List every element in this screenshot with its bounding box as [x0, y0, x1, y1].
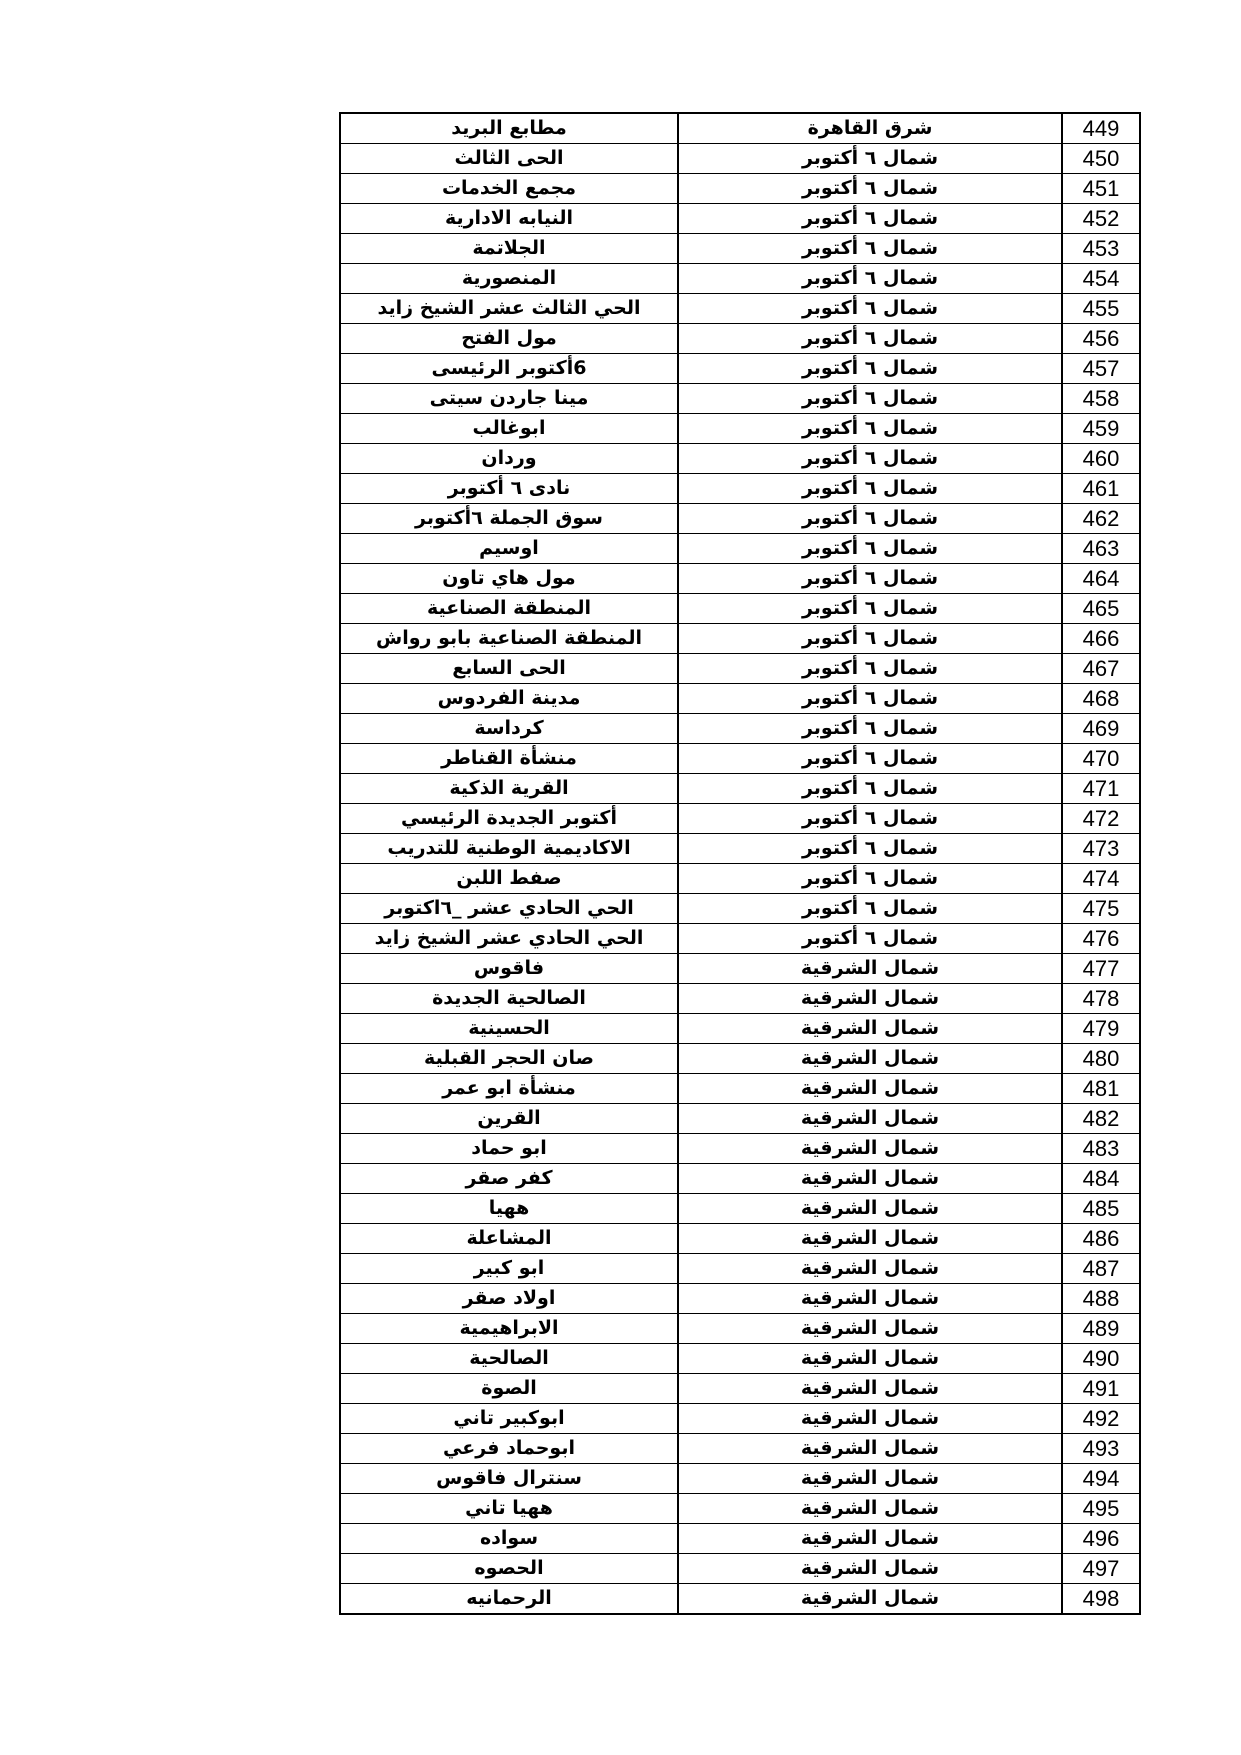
region-cell: شمال ٦ أكتوبر: [678, 864, 1062, 894]
place-name-cell: ابو كبير: [340, 1254, 678, 1284]
place-name-cell: الحسينية: [340, 1014, 678, 1044]
place-name-cell: الرحمانيه: [340, 1584, 678, 1615]
region-cell: شمال ٦ أكتوبر: [678, 894, 1062, 924]
table-row: [340, 144, 1140, 174]
region-cell: شمال ٦ أكتوبر: [678, 594, 1062, 624]
row-number-cell: 468: [1062, 684, 1140, 714]
region-cell: شرق القاهرة: [678, 113, 1062, 144]
row-number-cell: 457: [1062, 354, 1140, 384]
region-cell: شمال الشرقية: [678, 1254, 1062, 1284]
locations-table: [339, 112, 1141, 1615]
place-name-cell: فاقوس: [340, 954, 678, 984]
place-name-cell: ابوكبير تاني: [340, 1404, 678, 1434]
table-row: [340, 1554, 1140, 1584]
row-number-cell: 473: [1062, 834, 1140, 864]
row-number-cell: 472: [1062, 804, 1140, 834]
row-number-cell: 489: [1062, 1314, 1140, 1344]
place-name-cell: القرية الذكية: [340, 774, 678, 804]
place-name-cell: الحى الثالث: [340, 144, 678, 174]
table-body: [340, 113, 1140, 1614]
place-name-cell: المنصورية: [340, 264, 678, 294]
place-name-cell: 6أكتوبر الرئيسى: [340, 354, 678, 384]
region-cell: شمال الشرقية: [678, 1404, 1062, 1434]
region-cell: شمال الشرقية: [678, 1314, 1062, 1344]
place-name-cell: الحي الثالث عشر الشيخ زايد: [340, 294, 678, 324]
table-row: [340, 1584, 1140, 1615]
row-number-cell: 486: [1062, 1224, 1140, 1254]
row-number-cell: 478: [1062, 984, 1140, 1014]
region-cell: شمال الشرقية: [678, 1224, 1062, 1254]
table-row: [340, 984, 1140, 1014]
place-name-cell: اولاد صقر: [340, 1284, 678, 1314]
region-cell: شمال ٦ أكتوبر: [678, 174, 1062, 204]
table-row: [340, 744, 1140, 774]
table-row: [340, 1464, 1140, 1494]
region-cell: شمال الشرقية: [678, 1524, 1062, 1554]
table-row: [340, 924, 1140, 954]
region-cell: شمال الشرقية: [678, 1164, 1062, 1194]
row-number-cell: 498: [1062, 1584, 1140, 1615]
row-number-cell: 494: [1062, 1464, 1140, 1494]
table-row: [340, 1224, 1140, 1254]
table-row: [340, 714, 1140, 744]
row-number-cell: 492: [1062, 1404, 1140, 1434]
region-cell: شمال الشرقية: [678, 1074, 1062, 1104]
region-cell: شمال الشرقية: [678, 1104, 1062, 1134]
place-name-cell: الصالحية الجديدة: [340, 984, 678, 1014]
row-number-cell: 482: [1062, 1104, 1140, 1134]
table-row: [340, 954, 1140, 984]
place-name-cell: سوق الجملة ٦أكتوبر: [340, 504, 678, 534]
row-number-cell: 487: [1062, 1254, 1140, 1284]
table-row: [340, 234, 1140, 264]
place-name-cell: القرين: [340, 1104, 678, 1134]
row-number-cell: 490: [1062, 1344, 1140, 1374]
table-row: [340, 564, 1140, 594]
row-number-cell: 467: [1062, 654, 1140, 684]
place-name-cell: الصوة: [340, 1374, 678, 1404]
region-cell: شمال ٦ أكتوبر: [678, 384, 1062, 414]
region-cell: شمال ٦ أكتوبر: [678, 924, 1062, 954]
place-name-cell: نادى ٦ أكتوبر: [340, 474, 678, 504]
row-number-cell: 460: [1062, 444, 1140, 474]
place-name-cell: الاكاديمية الوطنية للتدريب: [340, 834, 678, 864]
row-number-cell: 459: [1062, 414, 1140, 444]
row-number-cell: 477: [1062, 954, 1140, 984]
table-row: [340, 1254, 1140, 1284]
row-number-cell: 463: [1062, 534, 1140, 564]
region-cell: شمال ٦ أكتوبر: [678, 144, 1062, 174]
place-name-cell: الحي الحادي عشر الشيخ زايد: [340, 924, 678, 954]
region-cell: شمال ٦ أكتوبر: [678, 474, 1062, 504]
row-number-cell: 452: [1062, 204, 1140, 234]
region-cell: شمال ٦ أكتوبر: [678, 744, 1062, 774]
table-row: [340, 1494, 1140, 1524]
table-row: [340, 1104, 1140, 1134]
region-cell: شمال ٦ أكتوبر: [678, 804, 1062, 834]
region-cell: شمال الشرقية: [678, 1044, 1062, 1074]
region-cell: شمال الشرقية: [678, 984, 1062, 1014]
place-name-cell: وردان: [340, 444, 678, 474]
row-number-cell: 475: [1062, 894, 1140, 924]
row-number-cell: 454: [1062, 264, 1140, 294]
row-number-cell: 481: [1062, 1074, 1140, 1104]
table-row: [340, 1434, 1140, 1464]
region-cell: شمال الشرقية: [678, 1194, 1062, 1224]
table-row: [340, 444, 1140, 474]
table-row: [340, 684, 1140, 714]
region-cell: شمال الشرقية: [678, 1554, 1062, 1584]
row-number-cell: 462: [1062, 504, 1140, 534]
table-row: [340, 774, 1140, 804]
row-number-cell: 466: [1062, 624, 1140, 654]
row-number-cell: 495: [1062, 1494, 1140, 1524]
table-row: [340, 654, 1140, 684]
place-name-cell: كرداسة: [340, 714, 678, 744]
row-number-cell: 485: [1062, 1194, 1140, 1224]
table-row: [340, 113, 1140, 144]
table-row: [340, 594, 1140, 624]
place-name-cell: مطابع البريد: [340, 113, 678, 144]
region-cell: شمال ٦ أكتوبر: [678, 774, 1062, 804]
place-name-cell: الصالحية: [340, 1344, 678, 1374]
region-cell: شمال الشرقية: [678, 1494, 1062, 1524]
table-row: [340, 414, 1140, 444]
place-name-cell: الحى السابع: [340, 654, 678, 684]
table-row: [340, 1284, 1140, 1314]
place-name-cell: ههيا تاني: [340, 1494, 678, 1524]
table-row: [340, 624, 1140, 654]
region-cell: شمال ٦ أكتوبر: [678, 294, 1062, 324]
table-row: [340, 1344, 1140, 1374]
table-row: [340, 1194, 1140, 1224]
row-number-cell: 497: [1062, 1554, 1140, 1584]
region-cell: شمال الشرقية: [678, 1014, 1062, 1044]
row-number-cell: 471: [1062, 774, 1140, 804]
place-name-cell: مول الفتح: [340, 324, 678, 354]
region-cell: شمال ٦ أكتوبر: [678, 504, 1062, 534]
region-cell: شمال الشرقية: [678, 1584, 1062, 1615]
region-cell: شمال ٦ أكتوبر: [678, 624, 1062, 654]
region-cell: شمال الشرقية: [678, 1134, 1062, 1164]
table-row: [340, 864, 1140, 894]
region-cell: شمال ٦ أكتوبر: [678, 444, 1062, 474]
place-name-cell: ابوحماد فرعي: [340, 1434, 678, 1464]
row-number-cell: 479: [1062, 1014, 1140, 1044]
row-number-cell: 474: [1062, 864, 1140, 894]
region-cell: شمال الشرقية: [678, 1464, 1062, 1494]
place-name-cell: المنطقة الصناعية بابو رواش: [340, 624, 678, 654]
table-row: [340, 1164, 1140, 1194]
table-row: [340, 534, 1140, 564]
row-number-cell: 469: [1062, 714, 1140, 744]
row-number-cell: 458: [1062, 384, 1140, 414]
row-number-cell: 461: [1062, 474, 1140, 504]
place-name-cell: المنطقة الصناعية: [340, 594, 678, 624]
row-number-cell: 450: [1062, 144, 1140, 174]
table-row: [340, 894, 1140, 924]
place-name-cell: اوسيم: [340, 534, 678, 564]
region-cell: شمال ٦ أكتوبر: [678, 234, 1062, 264]
region-cell: شمال الشرقية: [678, 1284, 1062, 1314]
row-number-cell: 476: [1062, 924, 1140, 954]
table-row: [340, 474, 1140, 504]
row-number-cell: 453: [1062, 234, 1140, 264]
row-number-cell: 449: [1062, 113, 1140, 144]
region-cell: شمال ٦ أكتوبر: [678, 204, 1062, 234]
region-cell: شمال ٦ أكتوبر: [678, 354, 1062, 384]
place-name-cell: النيابه الادارية: [340, 204, 678, 234]
table-row: [340, 504, 1140, 534]
region-cell: شمال ٦ أكتوبر: [678, 534, 1062, 564]
table-row: [340, 804, 1140, 834]
row-number-cell: 456: [1062, 324, 1140, 354]
place-name-cell: سنترال فاقوس: [340, 1464, 678, 1494]
table-row: [340, 384, 1140, 414]
region-cell: شمال الشرقية: [678, 1344, 1062, 1374]
row-number-cell: 493: [1062, 1434, 1140, 1464]
place-name-cell: صفط اللبن: [340, 864, 678, 894]
row-number-cell: 483: [1062, 1134, 1140, 1164]
region-cell: شمال ٦ أكتوبر: [678, 264, 1062, 294]
place-name-cell: صان الحجر القبلية: [340, 1044, 678, 1074]
place-name-cell: مول هاي تاون: [340, 564, 678, 594]
region-cell: شمال الشرقية: [678, 1374, 1062, 1404]
row-number-cell: 455: [1062, 294, 1140, 324]
table-row: [340, 354, 1140, 384]
region-cell: شمال الشرقية: [678, 1434, 1062, 1464]
row-number-cell: 465: [1062, 594, 1140, 624]
place-name-cell: ههيا: [340, 1194, 678, 1224]
region-cell: شمال ٦ أكتوبر: [678, 714, 1062, 744]
table-row: [340, 264, 1140, 294]
region-cell: شمال ٦ أكتوبر: [678, 564, 1062, 594]
table-row: [340, 204, 1140, 234]
region-cell: شمال ٦ أكتوبر: [678, 834, 1062, 864]
table-row: [340, 1524, 1140, 1554]
place-name-cell: ابو حماد: [340, 1134, 678, 1164]
place-name-cell: الجلاتمة: [340, 234, 678, 264]
place-name-cell: سواده: [340, 1524, 678, 1554]
place-name-cell: المشاعلة: [340, 1224, 678, 1254]
table-row: [340, 1014, 1140, 1044]
row-number-cell: 491: [1062, 1374, 1140, 1404]
table-row: [340, 1404, 1140, 1434]
region-cell: شمال ٦ أكتوبر: [678, 684, 1062, 714]
region-cell: شمال ٦ أكتوبر: [678, 654, 1062, 684]
place-name-cell: ابوغالب: [340, 414, 678, 444]
row-number-cell: 464: [1062, 564, 1140, 594]
row-number-cell: 496: [1062, 1524, 1140, 1554]
table-row: [340, 1134, 1140, 1164]
place-name-cell: مينا جاردن سيتى: [340, 384, 678, 414]
table-row: [340, 1314, 1140, 1344]
region-cell: شمال ٦ أكتوبر: [678, 414, 1062, 444]
table-row: [340, 174, 1140, 204]
table-row: [340, 1074, 1140, 1104]
region-cell: شمال الشرقية: [678, 954, 1062, 984]
table-row: [340, 1044, 1140, 1074]
table-row: [340, 1374, 1140, 1404]
place-name-cell: مجمع الخدمات: [340, 174, 678, 204]
region-cell: شمال ٦ أكتوبر: [678, 324, 1062, 354]
row-number-cell: 451: [1062, 174, 1140, 204]
row-number-cell: 470: [1062, 744, 1140, 774]
row-number-cell: 484: [1062, 1164, 1140, 1194]
place-name-cell: مدينة الفردوس: [340, 684, 678, 714]
row-number-cell: 480: [1062, 1044, 1140, 1074]
place-name-cell: منشأة ابو عمر: [340, 1074, 678, 1104]
row-number-cell: 488: [1062, 1284, 1140, 1314]
place-name-cell: الحي الحادي عشر _٦اكتوبر: [340, 894, 678, 924]
place-name-cell: كفر صقر: [340, 1164, 678, 1194]
place-name-cell: أكتوبر الجديدة الرئيسي: [340, 804, 678, 834]
place-name-cell: منشأة القناطر: [340, 744, 678, 774]
place-name-cell: الابراهيمية: [340, 1314, 678, 1344]
table-row: [340, 324, 1140, 354]
table-row: [340, 294, 1140, 324]
place-name-cell: الحصوه: [340, 1554, 678, 1584]
table-row: [340, 834, 1140, 864]
